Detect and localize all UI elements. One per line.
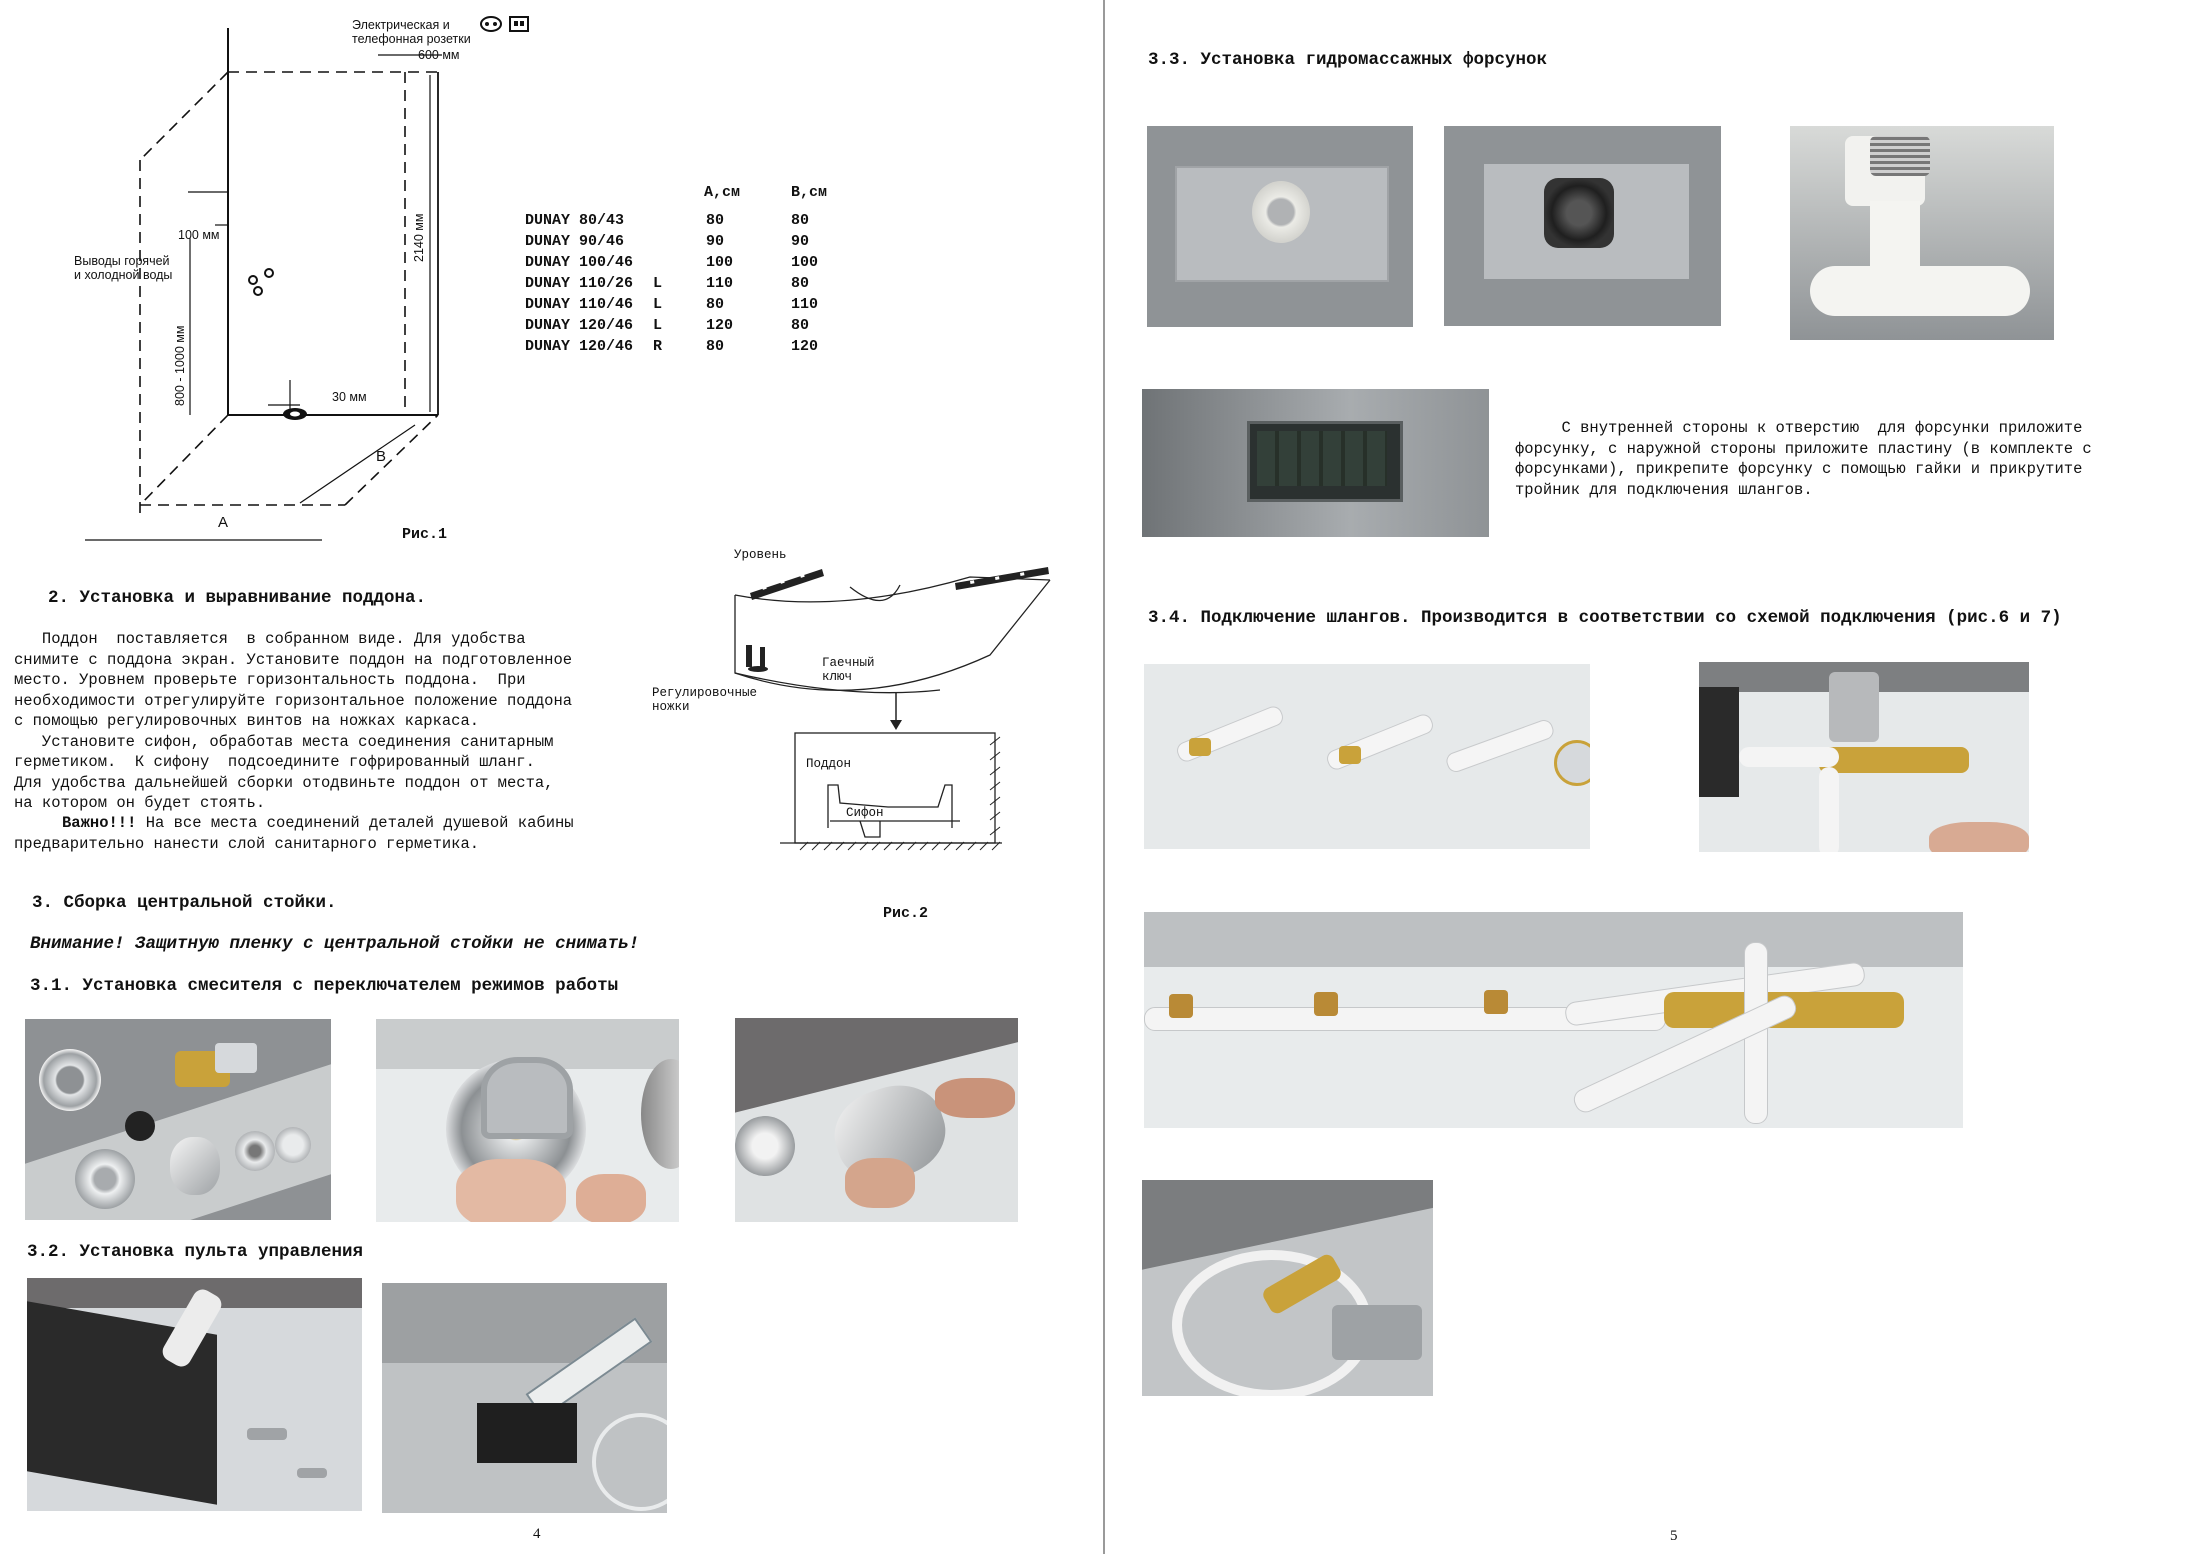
table-cell-b: 80 xyxy=(791,317,810,334)
table-cell-b: 110 xyxy=(791,296,819,313)
table-cell-side xyxy=(653,210,704,231)
important-rest: На все места соединений деталей душевой кабины xyxy=(136,814,574,832)
table-cell-a: 120 xyxy=(706,317,734,334)
control-panel-sealant-photo xyxy=(382,1283,667,1513)
sockets-label: Электрическая и xyxy=(352,18,450,32)
table-row xyxy=(525,231,818,252)
table-cell-side: L xyxy=(653,317,663,334)
table-header-a: А,см xyxy=(704,184,741,201)
subsection-3-3-heading: 3.3. Установка гидромассажных форсунок xyxy=(1148,50,1548,70)
table-cell-model: DUNAY 90/46 xyxy=(525,233,625,250)
outlets-label-2: и холодной воды xyxy=(74,268,173,282)
nozzle-inside-photo xyxy=(1147,126,1413,327)
table-cell-a: 90 xyxy=(706,233,725,250)
subsection-3-1-heading: 3.1. Установка смесителя с переключателем режимов работы xyxy=(30,976,619,996)
table-row xyxy=(525,273,818,294)
table-cell-model: DUNAY 100/46 xyxy=(525,254,634,271)
table-header-b: В,см xyxy=(791,184,828,201)
dim-800-1000: 800 - 1000 мм xyxy=(173,325,187,406)
table-row xyxy=(525,315,818,336)
outlets-label: Выводы горячей xyxy=(74,254,170,268)
fig2-tray-label: Поддон xyxy=(806,757,852,771)
table-cell-b: 80 xyxy=(791,212,810,229)
hose-assembly-photo xyxy=(1142,1180,1433,1396)
table-cell-side: R xyxy=(653,338,663,355)
sockets-label-2: телефонная розетки xyxy=(352,32,471,46)
dimensions-table xyxy=(525,210,818,357)
nozzle-plate-photo xyxy=(1142,389,1489,537)
fig2-wrench-label-2: ключ xyxy=(822,670,853,684)
hose-fittings-photo xyxy=(1144,664,1590,849)
fig2-legs-label: Регулировочные xyxy=(652,686,758,700)
table-cell-a: 110 xyxy=(706,275,734,292)
table-cell-a: 100 xyxy=(706,254,734,271)
important-bold: Важно!!! xyxy=(62,814,137,832)
table-cell-model: DUNAY 120/46 xyxy=(525,338,634,355)
section2-paragraph: Поддон поставляется в собранном виде. Для удобства снимите с поддона экран. Установите поддон на подготовленное место. Уровнем проверьте горизонтальность поддона. При необходимости отрегулируйте горизонтальное положение поддона с помощью регулировочных винтов на ножках каркаса. Установите сифон, обработав места соединения санитарным герметиком. К сифону подсоедините гофрированный шланг. Для удобства дальнейшей сборки отодвиньте поддон от места, на котором он будет стоять. xyxy=(14,630,573,812)
control-panel-photo xyxy=(27,1278,362,1511)
mixer-handle-photo xyxy=(735,1018,1018,1222)
table-cell-a: 80 xyxy=(706,296,725,313)
axis-b-label: В xyxy=(376,448,387,465)
subsection-3-2-heading: 3.2. Установка пульта управления xyxy=(27,1242,364,1262)
table-cell-b: 80 xyxy=(791,275,810,292)
nozzle-nut-photo xyxy=(1444,126,1721,326)
table-cell-side: L xyxy=(653,296,663,313)
section2-heading: 2. Установка и выравнивание поддона. xyxy=(48,588,427,608)
fig1-caption: Рис.1 xyxy=(402,526,448,543)
important-note xyxy=(62,813,574,834)
fig2-caption: Рис.2 xyxy=(883,905,929,922)
fig2-tray-diagram xyxy=(650,545,1070,905)
mixer-wrench-photo xyxy=(376,1019,679,1222)
dim-30: 30 мм xyxy=(332,390,367,404)
section3-warning: Внимание! Защитную пленку с центральной стойки не снимать! xyxy=(30,934,640,954)
hose-tee-connection-photo xyxy=(1699,662,2029,852)
table-cell-a: 80 xyxy=(706,338,725,355)
important-note-line2: предварительно нанести слой санитарного герметика. xyxy=(14,835,480,853)
table-row xyxy=(525,294,818,315)
nozzle-tee-photo xyxy=(1790,126,2054,340)
dim-2140: 2140 мм xyxy=(412,213,426,262)
page-divider xyxy=(1103,0,1105,1554)
fig2-legs-label-2: ножки xyxy=(652,700,690,714)
hose-line-photo xyxy=(1144,912,1963,1128)
table-cell-model: DUNAY 80/43 xyxy=(525,212,625,229)
fig2-wrench-label: Гаечный xyxy=(822,656,875,670)
table-row xyxy=(525,336,818,357)
table-row xyxy=(525,252,818,273)
dim-100: 100 мм xyxy=(178,228,220,242)
axis-a-label: А xyxy=(218,514,229,531)
nozzle-instructions: С внутренней стороны к отверстию для форсунки приложите форсунку, с наружной стороны приложите пластину (в комплекте с форсунками), прикрепите форсунку с помощью гайки и прикрутите тройник для подключения шлангов. xyxy=(1515,419,2092,499)
subsection-3-4-heading: 3.4. Подключение шлангов. Производится в соответствии со схемой подключения (рис.6 и 7) xyxy=(1148,608,2062,628)
fig2-level-label: Уровень xyxy=(734,548,787,562)
section3-heading: 3. Сборка центральной стойки. xyxy=(32,893,337,913)
table-cell-side xyxy=(653,231,704,252)
table-row xyxy=(525,210,818,231)
mixer-parts-photo xyxy=(25,1019,331,1220)
table-cell-side: L xyxy=(653,275,663,292)
dim-600: 600 мм xyxy=(418,48,460,62)
table-cell-model: DUNAY 120/46 xyxy=(525,317,634,334)
table-cell-a: 80 xyxy=(706,212,725,229)
table-cell-side xyxy=(653,252,704,273)
page-number-left: 4 xyxy=(533,1526,541,1542)
table-cell-model: DUNAY 110/26 xyxy=(525,275,634,292)
table-cell-b: 120 xyxy=(791,338,819,355)
fig2-siphon-label: Сифон xyxy=(846,806,884,820)
table-cell-model: DUNAY 110/46 xyxy=(525,296,634,313)
page-number-right: 5 xyxy=(1670,1528,1678,1544)
table-cell-b: 90 xyxy=(791,233,810,250)
table-cell-b: 100 xyxy=(791,254,819,271)
